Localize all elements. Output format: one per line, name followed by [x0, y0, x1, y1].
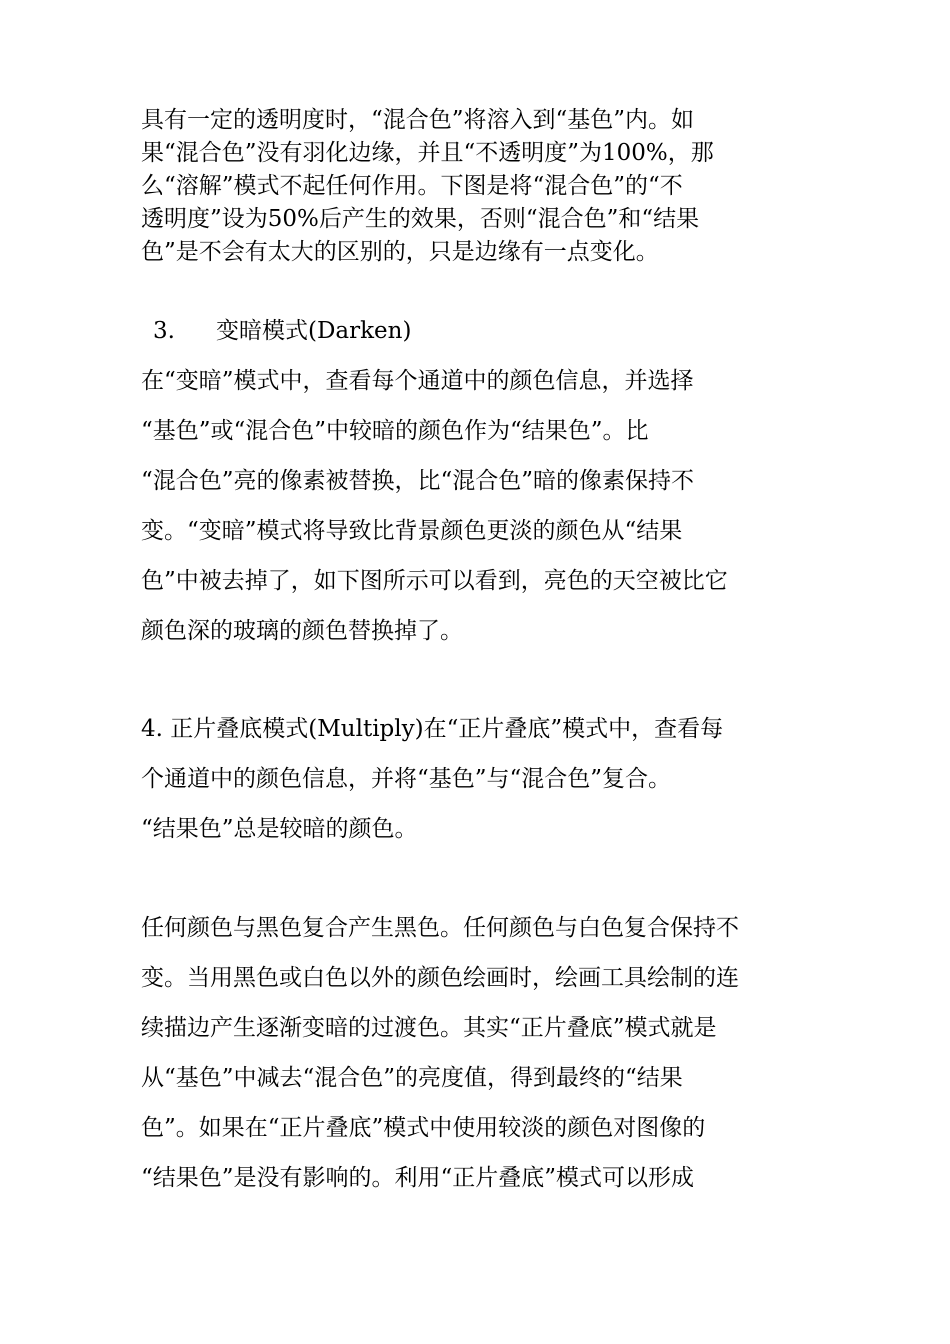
- text-line: “基色”或“混合色”中较暗的颜色作为“结果色”。比: [141, 418, 649, 444]
- paragraph-dissolve-continued: [141, 104, 821, 269]
- section-3-title: 变暗模式(Darken): [216, 318, 412, 344]
- section-3-number: 3.: [153, 318, 175, 344]
- text-line: 果“混合色”没有羽化边缘，并且“不透明度”为100%，那: [141, 140, 714, 166]
- text-line: 续描边产生逐渐变暗的过渡色。其实“正片叠底”模式就是: [141, 1015, 717, 1041]
- text-line: 透明度”设为50%后产生的效果，否则“混合色”和“结果: [141, 206, 700, 232]
- text-line: 么“溶解”模式不起任何作用。下图是将“混合色”的“不: [141, 173, 683, 199]
- paragraph-multiply: [141, 704, 821, 854]
- paragraph-multiply-details: [141, 903, 821, 1203]
- text-line: “混合色”亮的像素被替换，比“混合色”暗的像素保持不: [141, 468, 695, 494]
- text-line: 色”是不会有太大的区别的，只是边缘有一点变化。: [141, 239, 659, 265]
- paragraph-darken: [141, 356, 821, 656]
- section-3-heading: [153, 311, 833, 351]
- text-line: 色”。如果在“正片叠底”模式中使用较淡的颜色对图像的: [141, 1115, 706, 1141]
- text-line: 具有一定的透明度时，“混合色”将溶入到“基色”内。如: [141, 107, 695, 133]
- text-line: 个通道中的颜色信息，并将“基色”与“混合色”复合。: [141, 766, 672, 792]
- text-line: “结果色”总是较暗的颜色。: [141, 816, 418, 842]
- text-line: 4. 正片叠底模式(Multiply)在“正片叠底”模式中，查看每: [141, 716, 724, 742]
- text-line: 色”中被去掉了，如下图所示可以看到，亮色的天空被比它: [141, 568, 728, 594]
- text-line: 在“变暗”模式中，查看每个通道中的颜色信息，并选择: [141, 368, 694, 394]
- text-line: 变。当用黑色或白色以外的颜色绘画时，绘画工具绘制的连: [141, 965, 739, 991]
- text-line: 任何颜色与黑色复合产生黑色。任何颜色与白色复合保持不: [141, 915, 739, 941]
- text-line: 颜色深的玻璃的颜色替换掉了。: [141, 618, 463, 644]
- text-line: “结果色”是没有影响的。利用“正片叠底”模式可以形成: [141, 1165, 695, 1191]
- text-line: 从“基色”中减去“混合色”的亮度值，得到最终的“结果: [141, 1065, 683, 1091]
- text-line: 变。“变暗”模式将导致比背景颜色更淡的颜色从“结果: [141, 518, 683, 544]
